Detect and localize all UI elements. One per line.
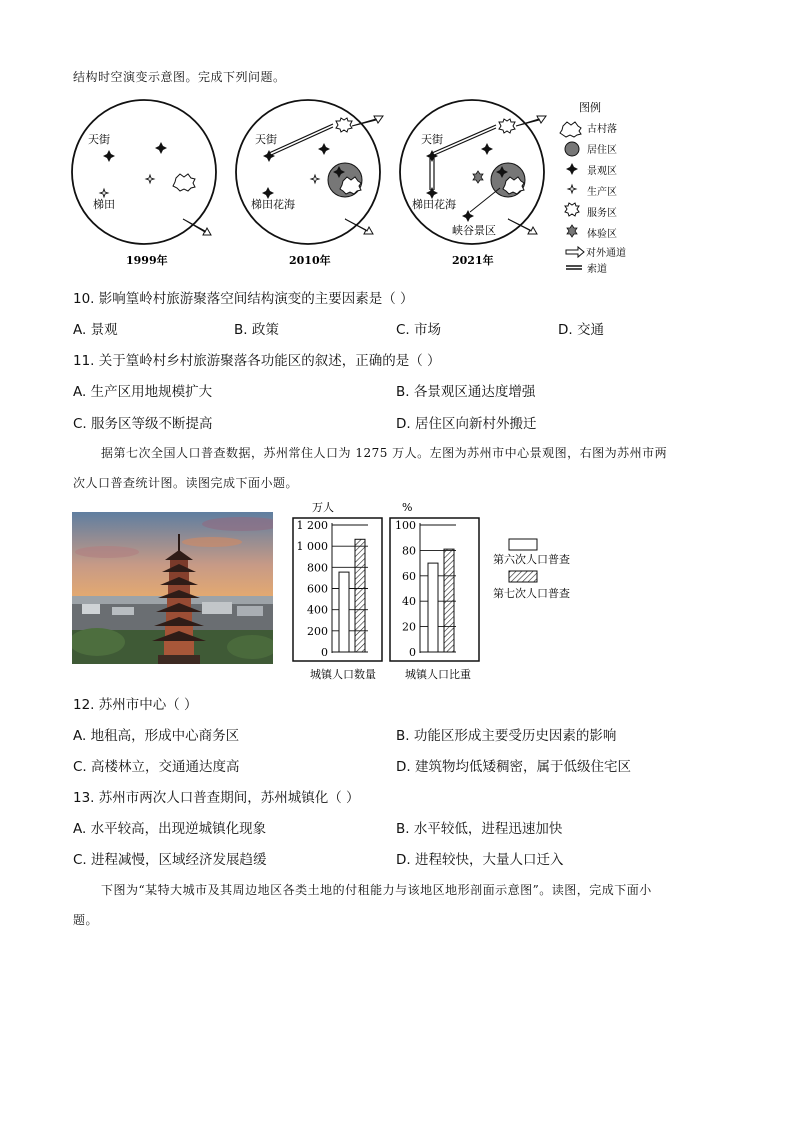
q11-option-d[interactable]: D. 居住区向新村外搬迁	[396, 416, 537, 432]
label-tianjie: 天街	[421, 133, 443, 146]
bar-sixth-census	[339, 572, 349, 652]
legend-label: 服务区	[587, 208, 617, 219]
y-tick-label: 1 200	[296, 519, 328, 532]
y-tick-label: 600	[307, 582, 328, 596]
legend-label: 生产区	[587, 187, 617, 198]
question-11-stem: 11. 关于篁岭村乡村旅游聚落各功能区的叙述，正确的是（ ）	[73, 353, 441, 369]
q10-option-d[interactable]: D. 交通	[558, 322, 604, 338]
y-tick-label: 0	[409, 646, 416, 659]
question-12-stem: 12. 苏州市中心（ ）	[73, 697, 198, 713]
legend-label: 景观区	[587, 166, 617, 177]
intro-3-line-2: 题。	[73, 913, 99, 927]
y-tick-label: 60	[402, 569, 416, 583]
y-tick-label: 100	[395, 519, 416, 532]
chart1-ylabel: 万人	[312, 501, 334, 514]
q11-option-a[interactable]: A. 生产区用地规模扩大	[73, 384, 213, 400]
bar-seventh-census	[444, 549, 454, 652]
legend-label: 古村落	[587, 124, 617, 135]
year-2021: 2021年	[452, 254, 494, 267]
legend-swatch-seventh	[509, 571, 537, 582]
bar-seventh-census	[355, 539, 365, 652]
legend-sixth-census: 第六次人口普查	[493, 553, 570, 566]
census-charts	[290, 497, 600, 687]
service-icon	[565, 203, 579, 216]
label-titian: 梯田	[93, 198, 115, 211]
cableway-icon	[566, 266, 582, 269]
q10-option-b[interactable]: B. 政策	[234, 322, 279, 338]
chart2-ylabel: %	[402, 501, 413, 514]
q13-option-c[interactable]: C. 进程减慢，区域经济发展趋缓	[73, 852, 267, 868]
q13-option-a[interactable]: A. 水平较高，出现逆城镇化现象	[73, 821, 267, 837]
production-icon	[568, 185, 576, 193]
q11-option-c[interactable]: C. 服务区等级不断提高	[73, 416, 213, 432]
legend-label: 对外通道	[586, 248, 626, 259]
y-tick-label: 20	[402, 620, 416, 634]
chart1-bars	[339, 539, 365, 652]
experience-icon	[567, 225, 577, 237]
year-1999: 1999年	[126, 254, 168, 267]
settlement-evolution-diagram	[60, 92, 660, 277]
residential-icon	[565, 142, 579, 156]
q13-option-b[interactable]: B. 水平较低，进程迅速加快	[396, 821, 563, 837]
intro-3-line-1: 下图为“某特大城市及其周边地区各类土地的付租能力与该地区地形剖面示意图”。读图，完成下面小	[101, 883, 652, 897]
legend-seventh-census: 第七次人口普查	[493, 587, 570, 600]
label-titian-huahai: 梯田花海	[251, 198, 295, 211]
chart1-title: 城镇人口数量	[310, 668, 376, 681]
q10-option-a[interactable]: A. 景观	[73, 322, 118, 338]
outbound-arrow-icon	[566, 247, 584, 257]
legend-swatch-sixth	[509, 539, 537, 550]
map-1999	[72, 100, 216, 267]
y-tick-label: 1 000	[296, 540, 328, 554]
intro-text: 结构时空演变示意图。完成下列问题。	[73, 70, 286, 84]
label-tianjie: 天街	[255, 133, 277, 146]
q12-option-b[interactable]: B. 功能区形成主要受历史因素的影响	[396, 728, 617, 744]
y-tick-label: 400	[307, 603, 328, 617]
q11-option-b[interactable]: B. 各景观区通达度增强	[396, 384, 536, 400]
map-2010	[236, 100, 383, 267]
y-tick-label: 80	[402, 544, 416, 558]
legend-label: 居住区	[587, 145, 617, 156]
question-10-stem: 10. 影响篁岭村旅游聚落空间结构演变的主要因素是（ ）	[73, 291, 414, 307]
y-tick-label: 800	[307, 561, 328, 575]
map-2021	[400, 100, 546, 267]
q12-option-d[interactable]: D. 建筑物均低矮稠密，属于低级住宅区	[396, 759, 631, 775]
scenic-icon	[566, 163, 578, 175]
q12-option-c[interactable]: C. 高楼林立，交通通达度高	[73, 759, 240, 775]
suzhou-center-photo	[72, 512, 273, 664]
question-13-stem: 13. 苏州市两次人口普查期间，苏州城镇化（ ）	[73, 790, 360, 806]
year-2010: 2010年	[289, 254, 331, 267]
legend-label: 索道	[587, 264, 607, 275]
q13-option-d[interactable]: D. 进程较快，大量人口迁入	[396, 852, 564, 868]
legend-label: 体验区	[587, 229, 617, 240]
y-tick-label: 200	[307, 624, 328, 638]
label-tianjie: 天街	[88, 133, 110, 146]
y-tick-label: 0	[321, 646, 328, 659]
q12-option-a[interactable]: A. 地租高，形成中心商务区	[73, 728, 240, 744]
legend-title: 图例	[579, 101, 601, 114]
q10-option-c[interactable]: C. 市场	[396, 322, 442, 338]
label-titian-huahai: 梯田花海	[412, 198, 456, 211]
label-xiagu: 峡谷景区	[452, 224, 496, 237]
intro-2-line-1: 据第七次全国人口普查数据，苏州常住人口为 1275 万人。左图为苏州市中心景观图，右图为苏州市两	[101, 446, 668, 460]
y-tick-label: 40	[402, 595, 416, 609]
diagram-legend	[560, 100, 626, 275]
old-village-icon	[560, 122, 581, 137]
chart2-title: 城镇人口比重	[405, 668, 471, 681]
chart2-bars	[428, 549, 454, 652]
bar-sixth-census	[428, 563, 438, 652]
intro-2-line-2: 次人口普查统计图。读图完成下面小题。	[73, 476, 299, 490]
